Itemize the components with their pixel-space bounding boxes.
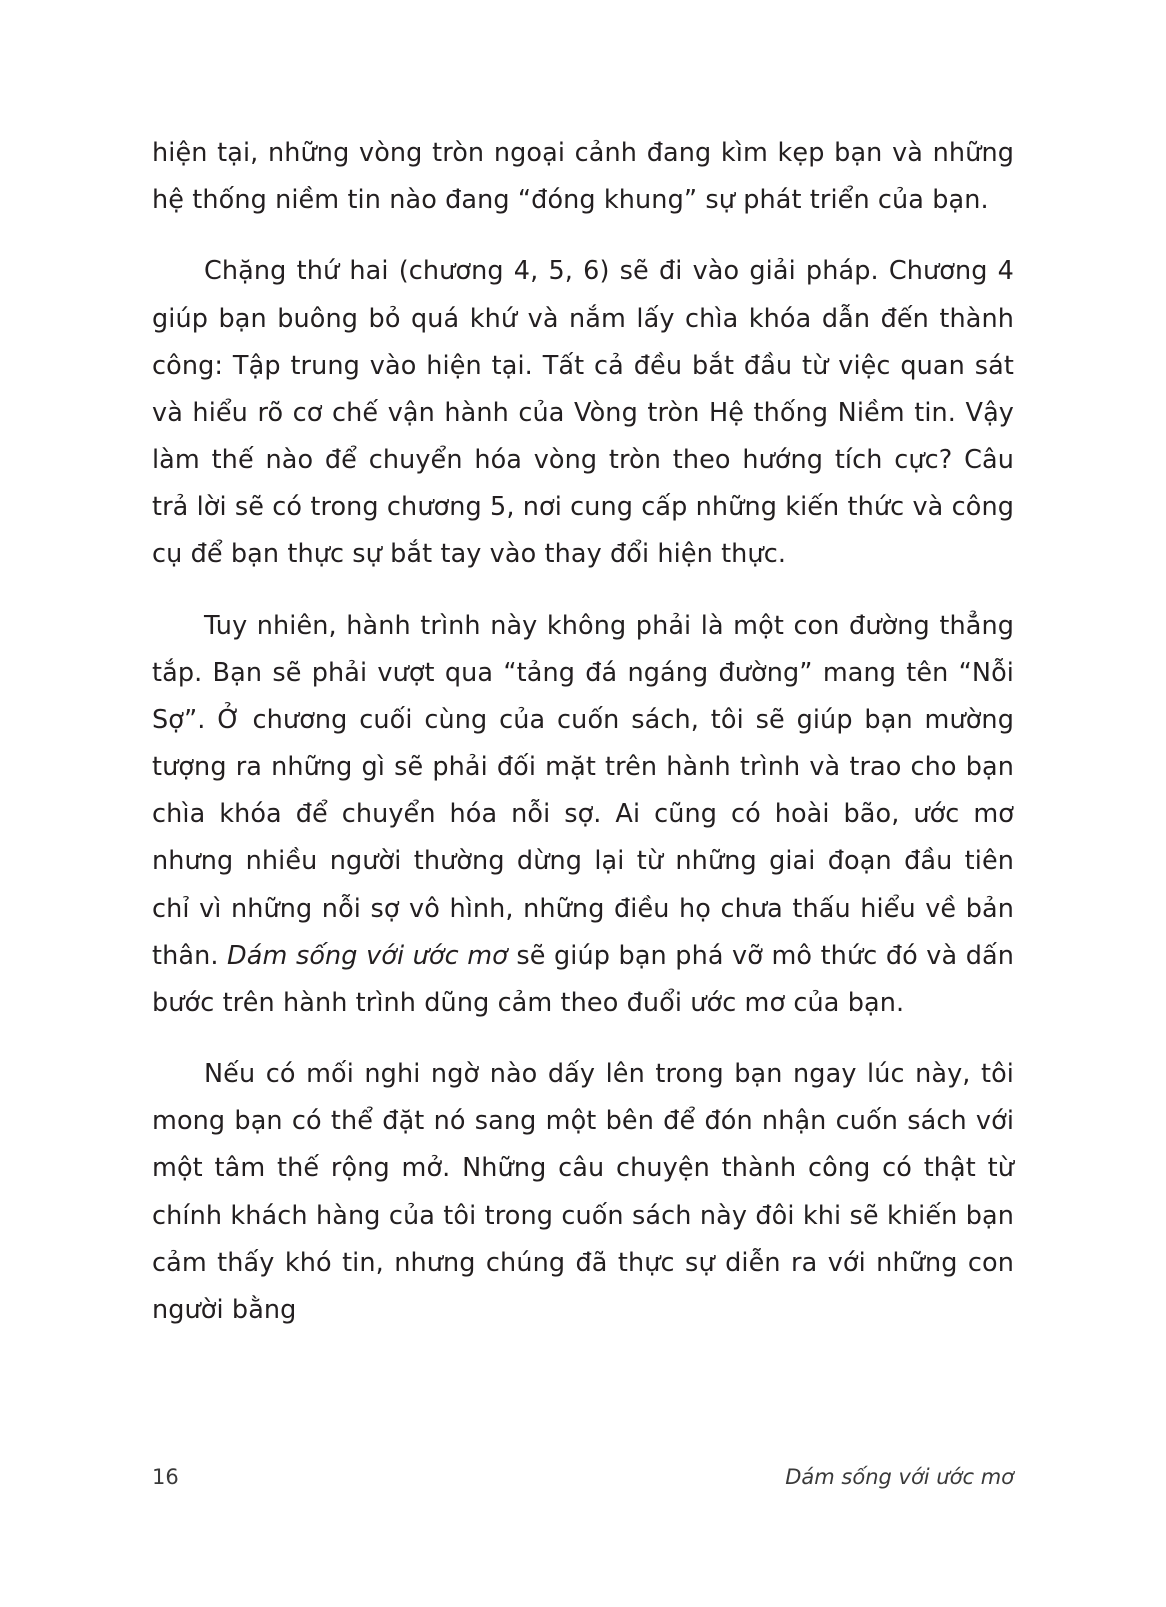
page-footer	[152, 1465, 1014, 1489]
paragraph-with-italic-title	[152, 603, 1014, 1028]
running-title: Dám sống với ước mơ	[785, 1465, 1014, 1489]
paragraph: Nếu có mối nghi ngờ nào dấy lên trong bạn ngay lúc này, tôi mong bạn có thể đặt nó sang một bên để đón nhận cuốn sách với một tâm thế rộng mở. Những câu chuyện thành công có thật từ chính khách hàng của tôi trong cuốn sách này đôi khi sẽ khiến bạn cảm thấy khó tin, nhưng chúng đã thực sự diễn ra với những con người bằng	[152, 1059, 1014, 1325]
paragraph-continuation: hiện tại, những vòng tròn ngoại cảnh đang kìm kẹp bạn và những hệ thống niềm tin nào đang “đóng khung” sự phát triển của bạn.	[152, 138, 1014, 216]
paragraph: Chặng thứ hai (chương 4, 5, 6) sẽ đi vào giải pháp. Chương 4 giúp bạn buông bỏ quá khứ và nắm lấy chìa khóa dẫn đến thành công: Tập trung vào hiện tại. Tất cả đều bắt đầu từ việc quan sát và hiểu rõ cơ chế vận hành của Vòng tròn Hệ thống Niềm tin. Vậy làm thế nào để chuyển hóa vòng tròn theo hướng tích cực? Câu trả lời sẽ có trong chương 5, nơi cung cấp những kiến thức và công cụ để bạn thực sự bắt tay vào thay đổi hiện thực.	[152, 256, 1014, 570]
paragraph-text-after-title: sẽ giúp bạn phá vỡ mô thức đó và dấn bước trên hành trình dũng cảm theo đuổi ước mơ của bạn.	[152, 940, 1014, 1018]
page-body	[152, 130, 1014, 1334]
paragraph-text-before-title: Tuy nhiên, hành trình này không phải là một con đường thẳng tắp. Bạn sẽ phải vượt qua “tảng đá ngáng đường” mang tên “Nỗi Sợ”. Ở chương cuối cùng của cuốn sách, tôi sẽ giúp bạn mường tượng ra những gì sẽ phải đối mặt trên hành trình và trao cho bạn chìa khóa để chuyển hóa nỗi sợ. Ai cũng có hoài bão, ước mơ nhưng nhiều người thường dừng lại từ những giai đoạn đầu tiên chỉ vì những nỗi sợ vô hình, những điều họ chưa thấu hiểu về bản thân.	[152, 610, 1014, 971]
page-number: 16	[152, 1465, 179, 1489]
book-title-italic: Dám sống với ước mơ	[227, 940, 508, 971]
